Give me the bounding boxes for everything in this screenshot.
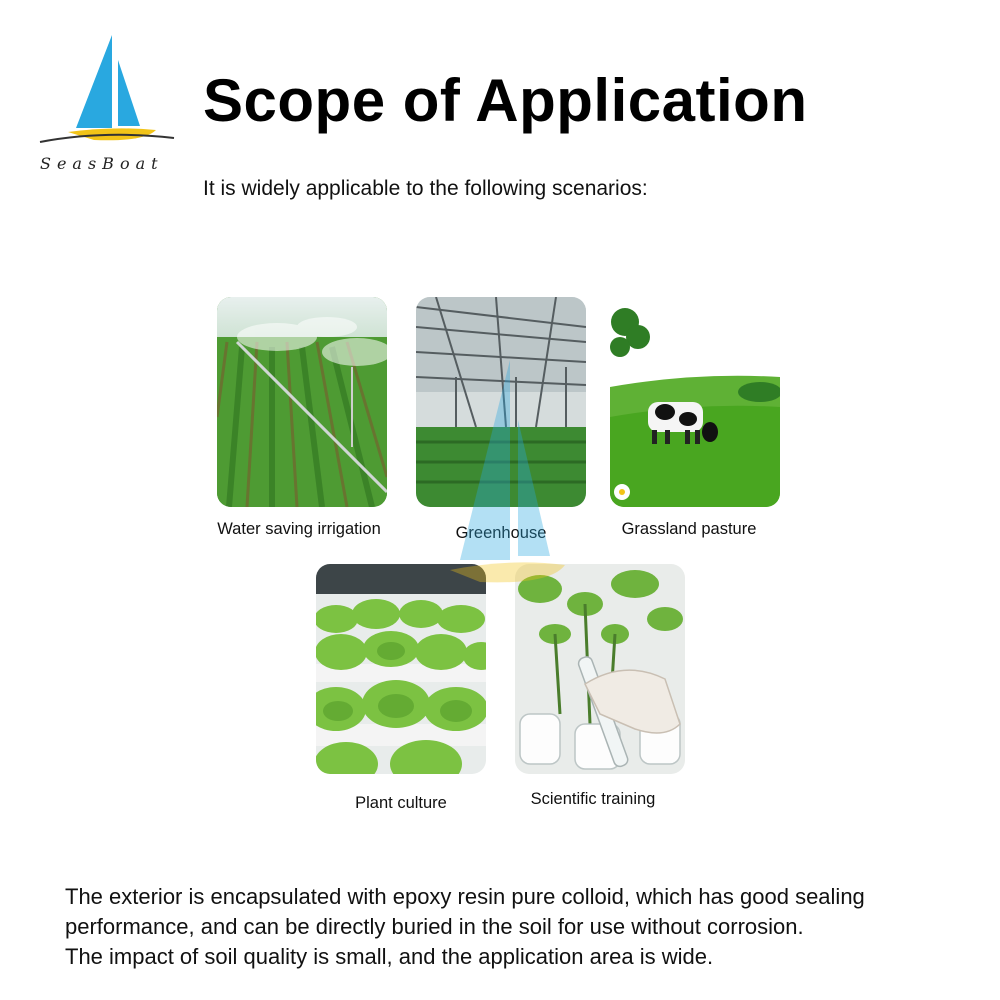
- caption-irrigation: Water saving irrigation: [217, 520, 381, 538]
- description-line-2: performance, and can be directly buried in the soil for use without corrosion.: [65, 914, 804, 939]
- description-line-3: The impact of soil quality is small, and the application area is wide.: [65, 944, 714, 969]
- page-title: Scope of Application: [203, 67, 808, 134]
- description-block: [65, 882, 965, 972]
- brand-wordmark: SeasBoat: [40, 154, 164, 173]
- caption-greenhouse: Greenhouse: [455, 524, 547, 542]
- caption-scientific-training: Scientific training: [530, 790, 656, 808]
- sailboat-icon: [34, 30, 184, 160]
- caption-plant-culture: Plant culture: [355, 794, 447, 812]
- page-subtitle: It is widely applicable to the following scenarios:: [203, 177, 648, 200]
- lab-seedling-photo: [515, 564, 685, 774]
- irrigation-photo: [217, 297, 387, 507]
- greenhouse-photo: [416, 297, 586, 507]
- description-line-1: The exterior is encapsulated with epoxy resin pure colloid, which has good sealing: [65, 884, 865, 909]
- pasture-photo: [610, 297, 780, 507]
- hydroponic-lettuce-photo: [316, 564, 486, 774]
- caption-pasture: Grassland pasture: [621, 520, 757, 538]
